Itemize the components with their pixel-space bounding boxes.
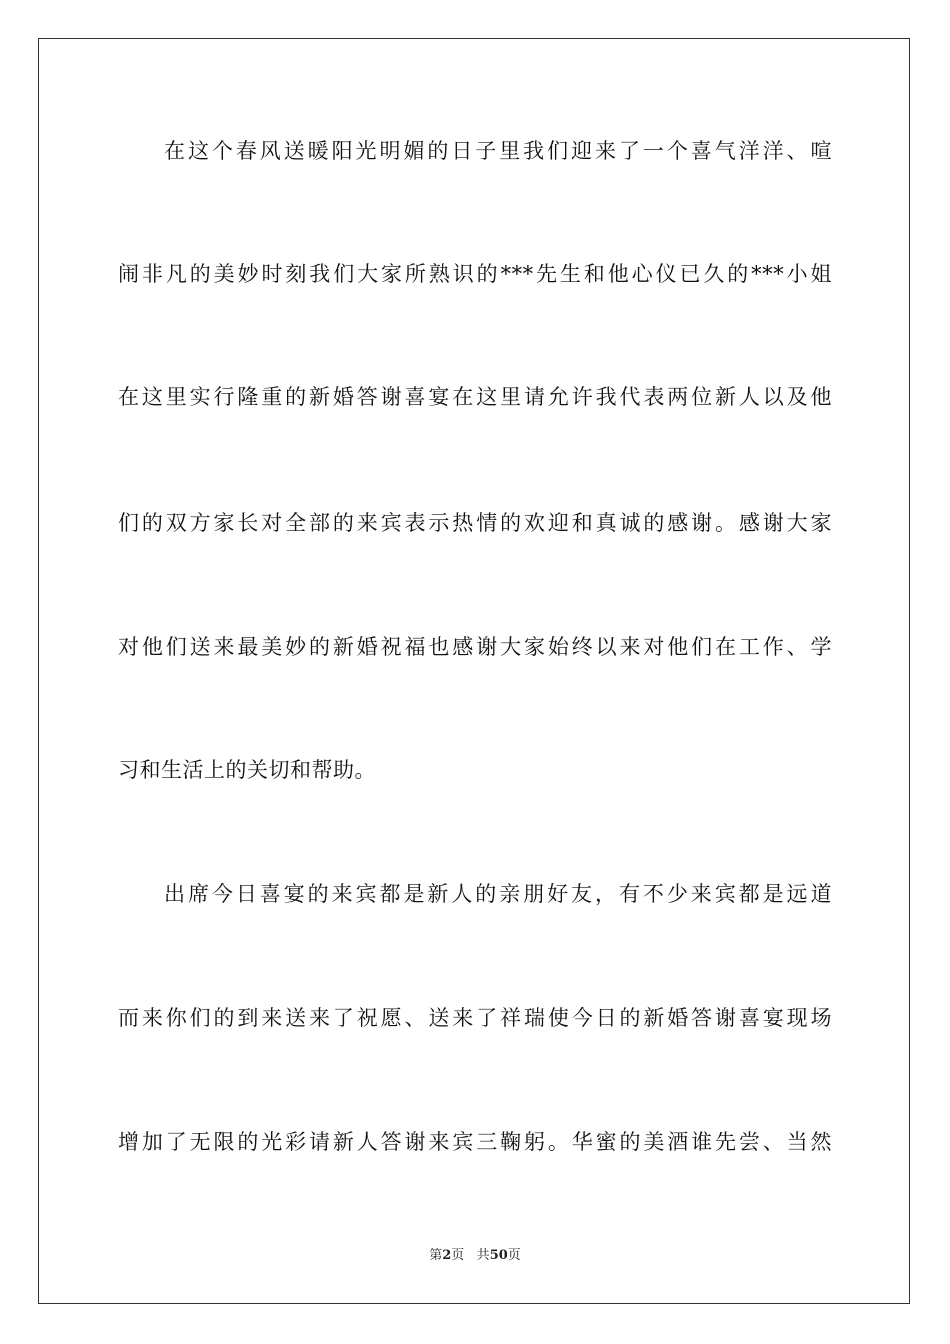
paragraph-2-line-3: 增加了无限的光彩请新人答谢来宾三鞠躬。华蜜的美酒谁先尝、当然 [118,1130,832,1154]
paragraph-1-line-2: 闹非凡的美妙时刻我们大家所熟识的***先生和他心仪已久的***小姐 [118,262,832,286]
page-footer [0,1247,950,1265]
paragraph-1-line-5: 对他们送来最美妙的新婚祝福也感谢大家始终以来对他们在工作、学 [118,635,832,659]
footer-total-suffix: 页 [507,1248,521,1263]
footer-total-prefix: 共 [476,1248,490,1263]
paragraph-1-line-6: 习和生活上的关切和帮助。 [118,758,376,782]
paragraph-2-line-1: 出席今日喜宴的来宾都是新人的亲朋好友，有不少来宾都是远道 [164,882,832,906]
paragraph-1-line-1: 在这个春风送暖阳光明媚的日子里我们迎来了一个喜气洋洋、喧 [164,139,832,163]
footer-page-suffix: 页 [451,1248,465,1263]
paragraph-1-line-3: 在这里实行隆重的新婚答谢喜宴在这里请允许我代表两位新人以及他 [118,385,832,409]
footer-page-prefix: 第 [429,1248,443,1263]
footer-total-pages: 50 [489,1248,508,1263]
paragraph-2-line-2: 而来你们的到来送来了祝愿、送来了祥瑞使今日的新婚答谢喜宴现场 [118,1006,832,1030]
page-border [38,38,910,1304]
paragraph-1-line-4: 们的双方家长对全部的来宾表示热情的欢迎和真诚的感谢。感谢大家 [118,511,832,535]
footer-page-number: 2 [442,1248,452,1263]
